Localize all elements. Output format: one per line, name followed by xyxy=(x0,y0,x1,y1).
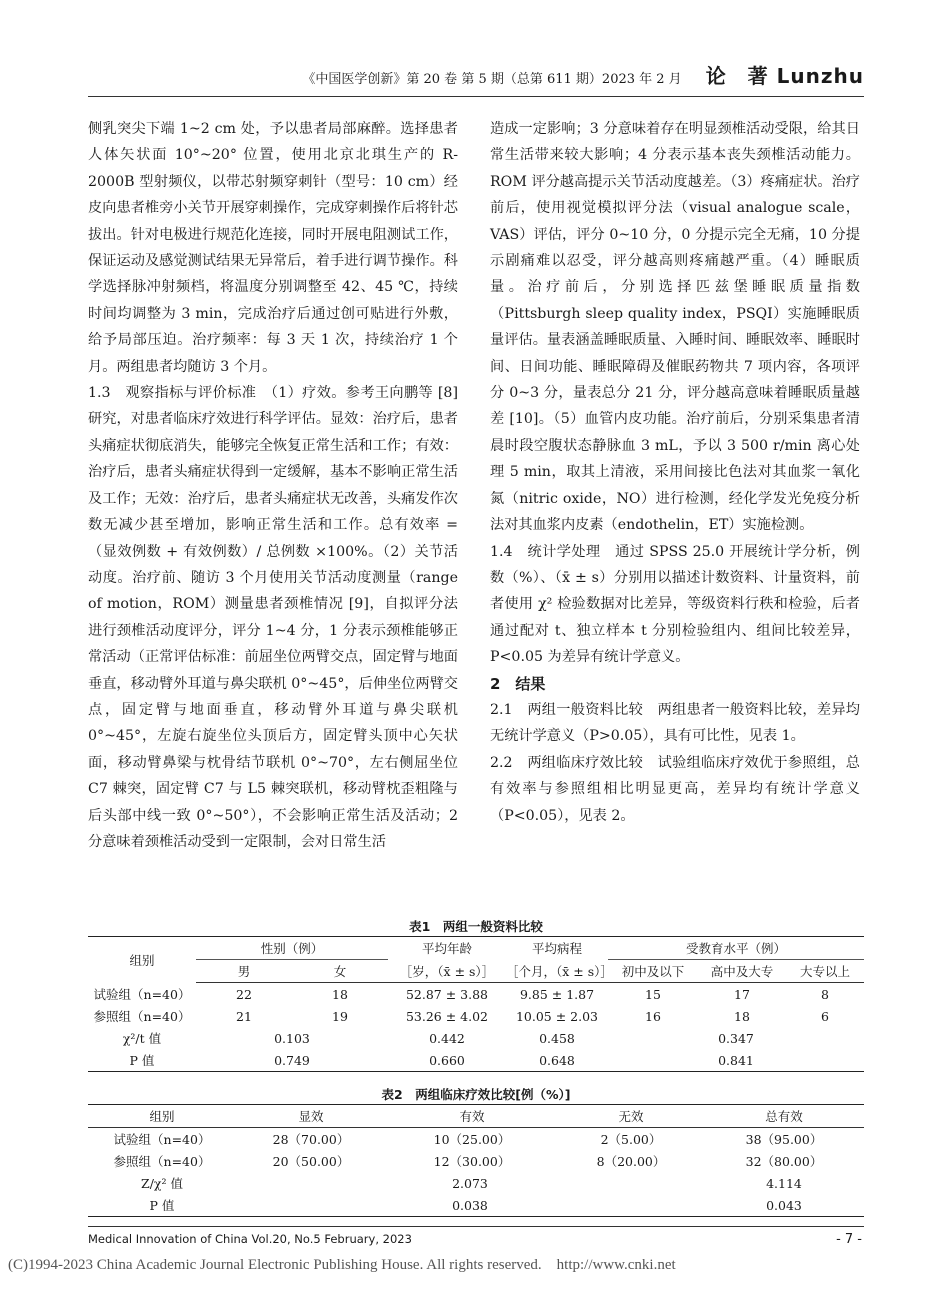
cell: 参照组（n=40） xyxy=(113,1154,211,1169)
paragraph: 侧乳突尖下端 1~2 cm 处，予以患者局部麻醉。选择患者人体矢状面 10°~20° 位置，使用北京北琪生产的 R-2000B 型射频仪，以带芯射频穿刺针（型号：10 cm）经皮向患者椎旁小关节开展穿刺操作，完成穿刺操作后将针芯拔出。针对电极进行规范化连接，同时开展电阻测试工作，保证运动及感觉测试结果无异常后，着手进行调节操作。科学选择脉冲射频档，将温度分别调整至 42、45 ℃，持续时间均调整为 3 min，完成治疗后通过创可贴进行外敷，给予局部压迫。治疗频率：每 3 天 1 次，持续治疗 1 个月。两组患者均随访 3 个月。 xyxy=(88,121,458,375)
table-row xyxy=(88,1150,864,1172)
cell: 22 xyxy=(236,986,252,1002)
table1-caption: 表1 两组一般资料比较 xyxy=(409,919,543,934)
table1-header-course-unit: ［个月，（x̄ ± s）］ xyxy=(506,960,608,983)
cell: χ²/t 值 xyxy=(122,1031,162,1046)
table1-header-age: 平均年龄 xyxy=(388,937,506,960)
cell: 8 xyxy=(821,986,829,1002)
table-row xyxy=(88,1049,864,1072)
cell: 16 xyxy=(645,1008,661,1024)
cell: 0.458 xyxy=(539,1030,575,1046)
table-row xyxy=(88,1128,864,1151)
table2-header-effective: 有效 xyxy=(386,1105,558,1128)
cell: 0.749 xyxy=(196,1049,388,1072)
cell: 试验组（n=40） xyxy=(93,986,191,1002)
cell: 0.347 xyxy=(718,1030,754,1046)
cell: 10.05 ± 2.03 xyxy=(515,1008,599,1024)
right-column xyxy=(490,116,860,829)
table1-header-sex: 性别（例） xyxy=(196,937,388,960)
cell: 18 xyxy=(734,1008,750,1024)
cell: 6 xyxy=(821,1008,829,1024)
cell: 10（25.00） xyxy=(433,1132,511,1147)
paragraph: 2.2 两组临床疗效比较 试验组临床疗效优于参照组，总有效率与参照组相比明显更高，差异均有统计学意义（P<0.05），见表 2。 xyxy=(490,754,860,824)
table-row xyxy=(88,983,864,1006)
cell: 20（50.00） xyxy=(272,1154,350,1169)
table1-header-course: 平均病程 xyxy=(506,937,608,960)
table1-header-age-unit: ［岁，（x̄ ± s）］ xyxy=(388,960,506,983)
cell: 28（70.00） xyxy=(272,1132,350,1147)
footer-rule xyxy=(88,1226,864,1227)
footer-citation: Medical Innovation of China Vol.20, No.5 February, 2023 xyxy=(88,1232,412,1246)
cell: 15 xyxy=(645,986,661,1002)
header-rule xyxy=(88,96,864,97)
left-column xyxy=(88,116,458,855)
table2 xyxy=(88,1104,864,1217)
paragraph: 1.3 观察指标与评价标准 （1）疗效。参考王向鹏等 [8] 研究，对患者临床疗效进行科学评估。显效：治疗后，患者头痛症状彻底消失，能够完全恢复正常生活和工作；有效：治疗后，患者头痛症状得到一定缓解，基本不影响正常生活及工作；无效：治疗后，患者头痛症状无改善，头痛发作次数无减少甚至增加，影响正常生活和工作。总有效率 =（显效例数 + 有效例数）/ 总例数 ×100%。（2）关节活动度。治疗前、随访 3 个月使用关节活动度测量（range of motion，ROM）测量患者颈椎情况 [9]，自拟评分法进行颈椎活动度评分，评分 1~4 分，1 分表示颈椎能够正常活动（正常评估标准：前屈坐位两臂交点，固定臂与地面垂直，移动臂外耳道与鼻尖联机 0°~45°，后伸坐位两臂交点，固定臂与地面垂直，移动臂外耳道与鼻尖联机 0°~45°，左旋右旋坐位头顶后方，固定臂头顶中心矢状面，移动臂鼻梁与枕骨结节联机 0°~70°，左右侧屈坐位 C7 棘突，固定臂 C7 与 L5 棘突联机，移动臂枕歪粗隆与后头部中线一致 0°~50°），不会影响正常生活及活动；2 分意味着颈椎活动受到一定限制，会对日常生活 xyxy=(88,385,458,850)
cell: 21 xyxy=(236,1008,252,1024)
cell: P 值 xyxy=(88,1049,196,1072)
table-row xyxy=(88,1172,864,1194)
cell: 19 xyxy=(332,1008,348,1024)
cell: 18 xyxy=(332,986,348,1002)
cell: 4.114 xyxy=(766,1175,802,1191)
cell: 32（80.00） xyxy=(745,1154,823,1169)
cell: 试验组（n=40） xyxy=(113,1132,211,1147)
table1-header-edu1: 初中及以下 xyxy=(608,960,698,983)
table1-header-edu2: 高中及大专 xyxy=(698,960,786,983)
cell: 0.442 xyxy=(429,1030,465,1046)
copyright-notice: (C)1994-2023 China Academic Journal Electronic Publishing House. All rights reserved. http://www.cnki.net xyxy=(8,1257,676,1273)
cell: 0.660 xyxy=(388,1049,506,1072)
cell: 0.043 xyxy=(704,1194,864,1217)
cell: 0.038 xyxy=(236,1194,704,1217)
table2-header-group: 组别 xyxy=(88,1105,236,1128)
paragraph: 1.4 统计学处理 通过 SPSS 25.0 开展统计学分析，例数（%）、（x̄ ± s）分别用以描述计数资料、计量资料，前者使用 χ² 检验数据对比差异，等级资料行秩和检验，后者通过配对 t、独立样本 t 分别检验组内、组间比较差异，P<0.05 为差异有统计学意义。 xyxy=(490,543,860,666)
table2-caption: 表2 两组临床疗效比较[例（%）] xyxy=(381,1087,571,1102)
section-heading: 2 结果 xyxy=(490,674,546,693)
paragraph: 造成一定影响；3 分意味着存在明显颈椎活动受限，给其日常生活带来较大影响；4 分表示基本丧失颈椎活动能力。ROM 评分越高提示关节活动度越差。（3）疼痛症状。治疗前后，使用视觉模拟评分法（visual analogue scale，VAS）评估，评分 0~10 分，0 分提示完全无痛，10 分提示剧痛难以忍受，评分越高则疼痛越严重。（4）睡眠质量。治疗前后，分别选择匹兹堡睡眠质量指数（Pittsburgh sleep quality index，PSQI）实施睡眠质量评估。量表涵盖睡眠质量、入睡时间、睡眠效率、睡眠时间、日间功能、睡眠障碍及催眠药物共 7 项内容，各项评分 0~3 分，量表总分 21 分，评分越高意味着睡眠质量越差 [10]。（5）血管内皮功能。治疗前后，分别采集患者清晨时段空腹状态静脉血 3 mL，予以 3 500 r/min 离心处理 5 min，取其上清液，采用间接比色法对其血浆一氧化氮（nitric oxide，NO）进行检测，经化学发光免疫分析法对其血浆内皮素（endothelin，ET）实施检测。 xyxy=(490,121,860,534)
table2-header-invalid: 无效 xyxy=(558,1105,704,1128)
running-header xyxy=(88,60,864,89)
cell: 38（95.00） xyxy=(745,1132,823,1147)
table1-header-female: 女 xyxy=(292,960,388,983)
table1-header-male: 男 xyxy=(196,960,292,983)
table-row xyxy=(88,1194,864,1217)
cell: 0.841 xyxy=(608,1049,864,1072)
cell: 8（20.00） xyxy=(596,1154,666,1169)
journal-citation: 《中国医学创新》第 20 卷 第 5 期（总第 611 期）2023 年 2 月 xyxy=(302,72,682,87)
cell: 17 xyxy=(734,986,750,1002)
table1 xyxy=(88,936,864,1072)
page-number: - 7 - xyxy=(836,1232,862,1247)
cell: 0.648 xyxy=(506,1049,608,1072)
table1-header-group: 组别 xyxy=(88,937,196,983)
cell: P 值 xyxy=(88,1194,236,1217)
cell: 2.073 xyxy=(452,1175,488,1191)
cell: Z/χ² 值 xyxy=(141,1176,183,1191)
cell: 参照组（n=40） xyxy=(93,1009,191,1024)
cell: 2（5.00） xyxy=(600,1132,662,1147)
table1-header-education: 受教育水平（例） xyxy=(608,937,864,960)
table1-header-edu3: 大专以上 xyxy=(786,960,864,983)
cell: 52.87 ± 3.88 xyxy=(405,986,489,1002)
table2-header-marked: 显效 xyxy=(236,1105,386,1128)
table2-header-total: 总有效 xyxy=(704,1105,864,1128)
cell: 12（30.00） xyxy=(433,1154,511,1169)
table-row xyxy=(88,1027,864,1049)
table-row xyxy=(88,1005,864,1027)
section-label: 论 著 Lunzhu xyxy=(705,64,864,88)
cell: 0.103 xyxy=(274,1030,310,1046)
cell: 9.85 ± 1.87 xyxy=(519,986,595,1002)
cell: 53.26 ± 4.02 xyxy=(405,1008,489,1024)
paragraph: 2.1 两组一般资料比较 两组患者一般资料比较，差异均无统计学意义（P>0.05），具有可比性，见表 1。 xyxy=(490,701,860,745)
